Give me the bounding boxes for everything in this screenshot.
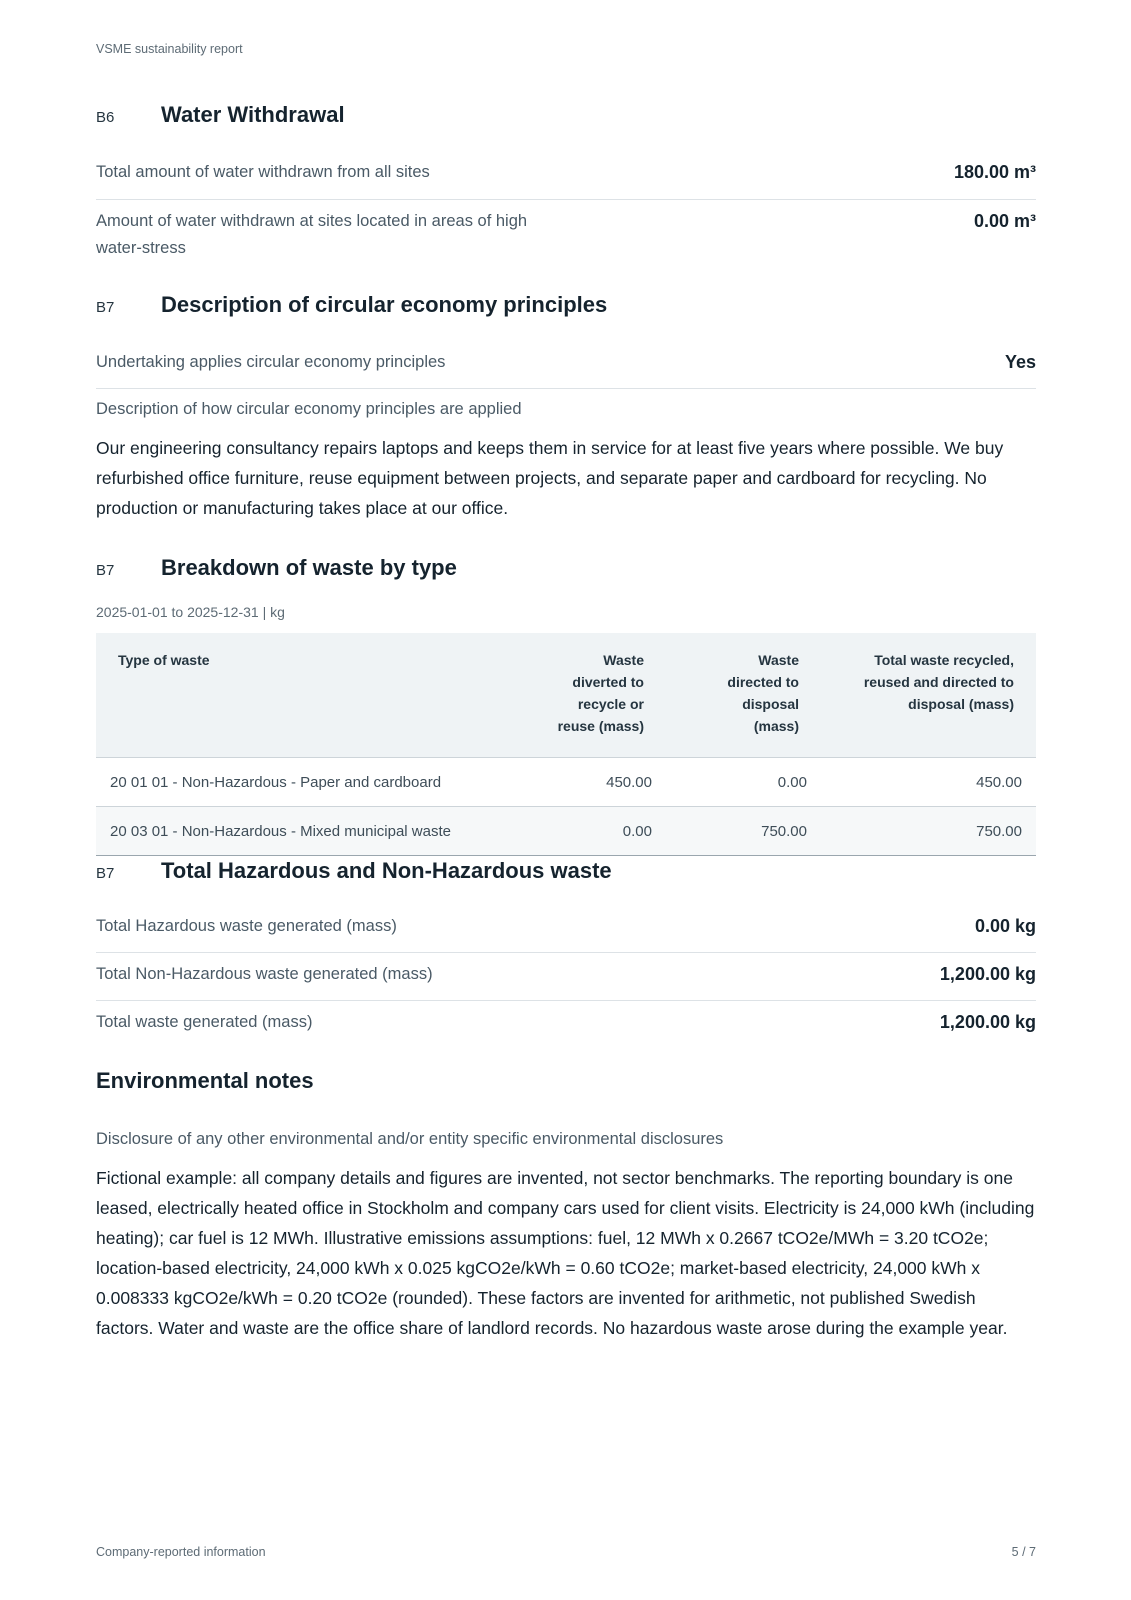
waste-disposal-cell: 750.00 xyxy=(666,807,821,856)
waste-generated-total-label: Total waste generated (mass) xyxy=(96,1013,313,1031)
running-footer xyxy=(96,1545,1036,1559)
water-stress-label: Amount of water withdrawn at sites located in areas of high water-stress xyxy=(96,212,528,257)
column-header: Waste directed to disposal (mass) xyxy=(666,633,821,758)
section-waste-totals-heading xyxy=(96,858,1036,884)
waste-total-cell: 750.00 xyxy=(821,807,1036,856)
water-stress-value: 0.00 m³ xyxy=(973,211,1036,231)
hazardous-total-value: 0.00 kg xyxy=(974,916,1036,936)
environmental-notes-title: Environmental notes xyxy=(96,1068,314,1093)
divider xyxy=(96,388,1036,389)
circular-description-label: Description of how circular economy principles are applied xyxy=(96,400,522,418)
table-row xyxy=(96,807,1036,856)
table-header-row xyxy=(96,633,1036,758)
column-header: Type of waste xyxy=(96,633,511,758)
waste-generated-total-value: 1,200.00 kg xyxy=(939,1012,1036,1032)
waste-diverted-cell: 450.00 xyxy=(511,758,666,807)
divider xyxy=(96,952,1036,953)
section-code: B7 xyxy=(96,562,115,579)
water-stress-row xyxy=(96,208,1036,262)
waste-period-meta: 2025-01-01 to 2025-12-31 | kg xyxy=(96,604,285,620)
waste-disposal-cell: 0.00 xyxy=(666,758,821,807)
footer-note: Company-reported information xyxy=(96,1545,266,1559)
water-total-row xyxy=(96,159,1036,186)
circular-applies-value: Yes xyxy=(1004,352,1036,372)
waste-total-cell: 450.00 xyxy=(821,758,1036,807)
table-row xyxy=(96,758,1036,807)
section-title: Breakdown of waste by type xyxy=(161,555,457,580)
section-code: B7 xyxy=(96,865,115,882)
divider xyxy=(96,199,1036,200)
column-header: Total waste recycled, reused and directed to disposal (mass) xyxy=(821,633,1036,758)
waste-diverted-cell: 0.00 xyxy=(511,807,666,856)
hazardous-total-label: Total Hazardous waste generated (mass) xyxy=(96,917,397,935)
section-code: B7 xyxy=(96,299,115,316)
section-circular-heading xyxy=(96,292,1036,318)
water-total-value: 180.00 m³ xyxy=(953,162,1036,182)
circular-applies-row xyxy=(96,349,1036,376)
section-code: B6 xyxy=(96,109,115,126)
waste-type-cell: 20 01 01 - Non-Hazardous - Paper and cardboard xyxy=(96,758,511,807)
circular-applies-label: Undertaking applies circular economy principles xyxy=(96,353,446,371)
section-water-heading xyxy=(96,102,1036,128)
non-hazardous-total-value: 1,200.00 kg xyxy=(939,964,1036,984)
environmental-notes-label: Disclosure of any other environmental and/or entity specific environmental disclosures xyxy=(96,1130,724,1148)
report-page xyxy=(96,0,1036,1600)
waste-breakdown-table xyxy=(96,633,1036,856)
water-total-label: Total amount of water withdrawn from all sites xyxy=(96,163,430,181)
page-number: 5 / 7 xyxy=(1011,1545,1036,1559)
non-hazardous-total-row xyxy=(96,961,1036,988)
hazardous-total-row xyxy=(96,913,1036,940)
environmental-notes-text: Fictional example: all company details and figures are invented, not sector benchmarks. The reporting boundary is one leased, electrically heated office in Stockholm and company cars used for client visits. Electricity is 24,000 kWh (including heating); car fuel is 12 MWh. Illustrative emissions assumptions: fuel, 12 MWh x 0.2667 tCO2e/MWh = 3.20 tCO2e; location-based electricity, 24,000 kWh x 0.025 kgCO2e/kWh = 0.60 tCO2e; market-based electricity, 24,000 kWh x 0.008333 kgCO2e/kWh = 0.20 tCO2e (rounded). These factors are invented for arithmetic, not published Swedish factors. Water and waste are the office share of landlord records. No hazardous waste arose during the example year. xyxy=(96,1168,1035,1338)
divider xyxy=(96,1000,1036,1001)
section-title: Total Hazardous and Non-Hazardous waste xyxy=(161,858,612,883)
section-title: Description of circular economy principles xyxy=(161,292,608,317)
waste-type-cell: 20 03 01 - Non-Hazardous - Mixed municipal waste xyxy=(96,807,511,856)
circular-description-text: Our engineering consultancy repairs laptops and keeps them in service for at least five years where possible. We buy refurbished office furniture, reuse equipment between projects, and separate paper and cardboard for recycling. No production or manufacturing takes place at our office. xyxy=(96,438,1004,518)
running-header: VSME sustainability report xyxy=(96,42,243,56)
section-waste-breakdown-heading xyxy=(96,555,1036,581)
non-hazardous-total-label: Total Non-Hazardous waste generated (mass) xyxy=(96,965,433,983)
column-header: Waste diverted to recycle or reuse (mass) xyxy=(511,633,666,758)
section-title: Water Withdrawal xyxy=(161,102,345,127)
waste-generated-total-row xyxy=(96,1009,1036,1036)
